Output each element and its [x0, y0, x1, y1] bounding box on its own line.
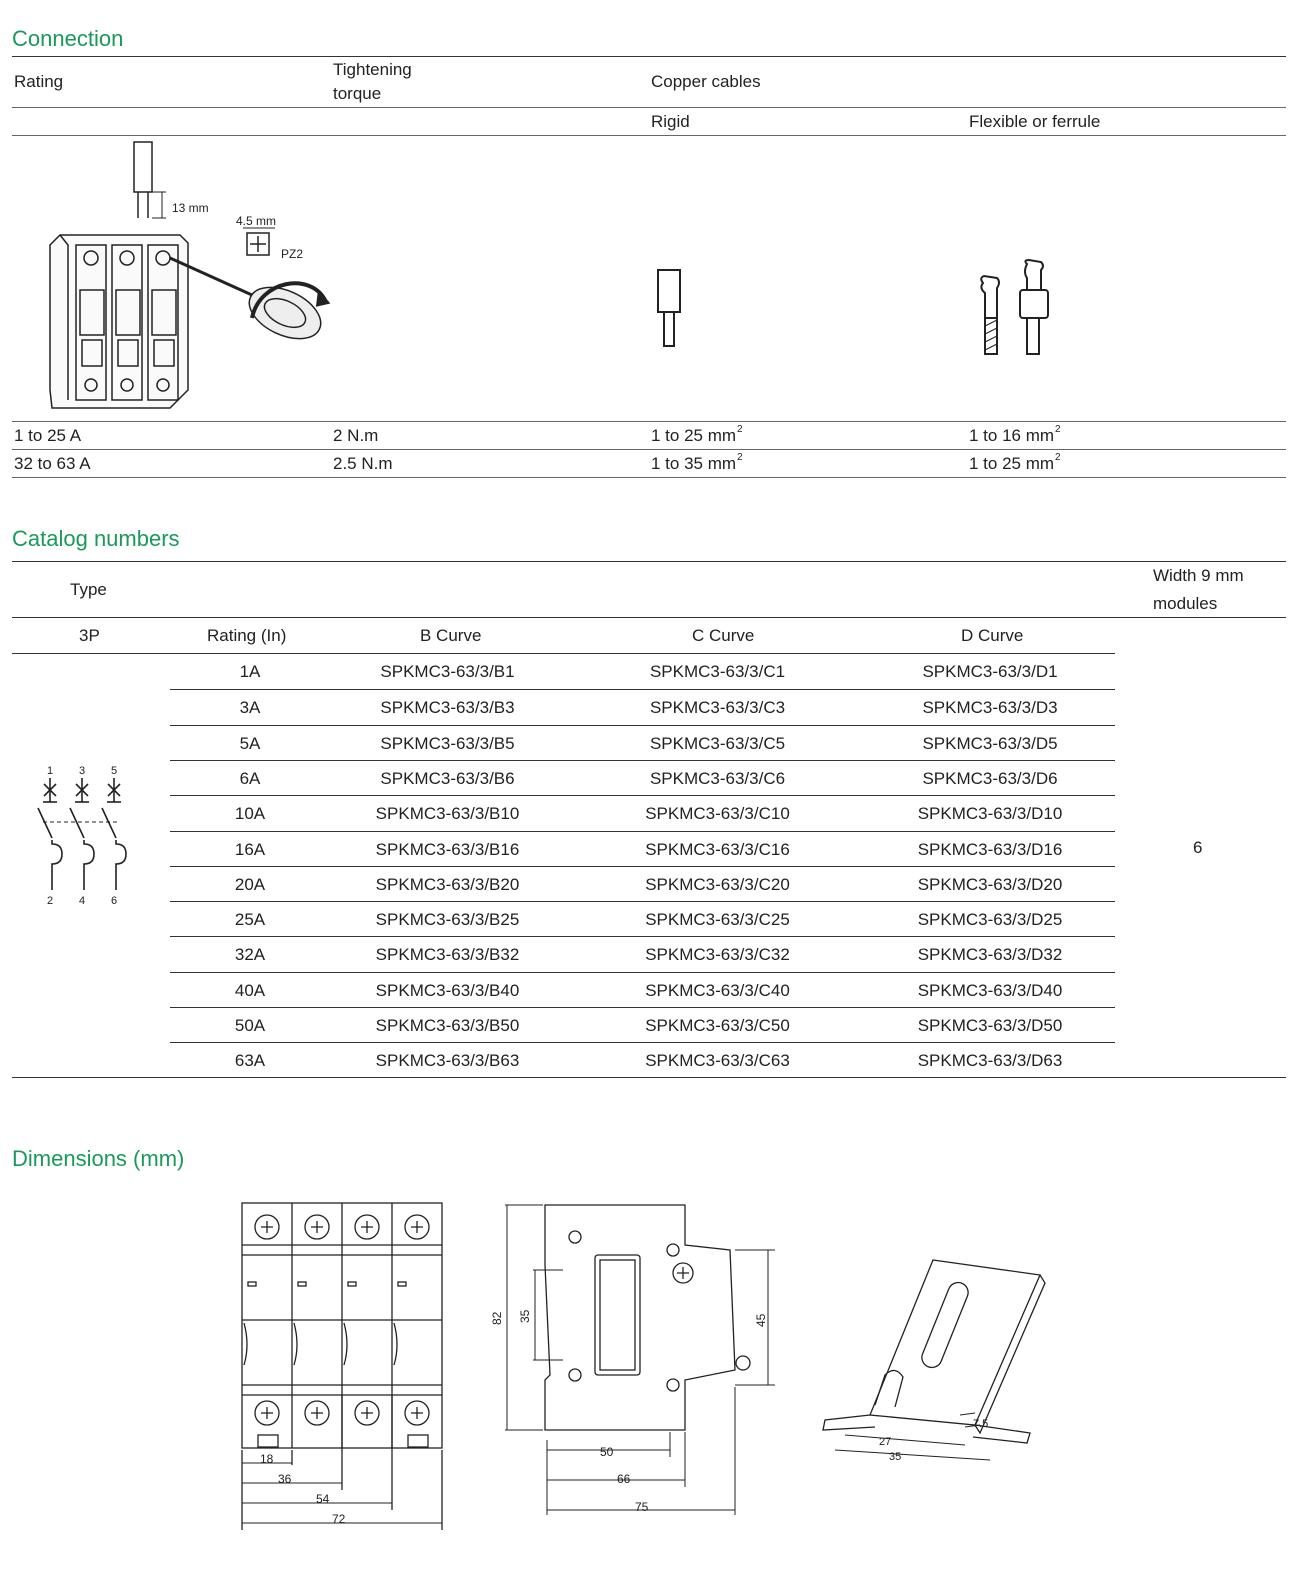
- catalog-b-curve-cell: SPKMC3-63/3/B32: [375, 945, 520, 965]
- svg-text:54: 54: [316, 1492, 330, 1506]
- svg-text:5: 5: [111, 765, 118, 777]
- header-rigid: Rigid: [651, 112, 690, 131]
- catalog-row: [170, 1007, 1115, 1043]
- catalog-rating-cell: 50A: [234, 1016, 266, 1035]
- catalog-b-curve-cell: SPKMC3-63/3/B20: [375, 874, 520, 894]
- side-view-drawing: [485, 1195, 785, 1555]
- row2-torque: 2.5 N.m: [333, 454, 393, 473]
- connection-top-rule: [12, 56, 1286, 57]
- data-bottom-rule: [12, 477, 1286, 478]
- svg-text:75: 75: [635, 1500, 649, 1514]
- catalog-width-value: 6: [1193, 838, 1203, 857]
- header-flexible: Flexible or ferrule: [969, 112, 1101, 131]
- svg-text:7.5: 7.5: [973, 1418, 989, 1430]
- svg-text:6: 6: [111, 895, 118, 907]
- catalog-rating-cell: 63A: [234, 1051, 266, 1071]
- catalog-header-type: Type: [70, 580, 107, 599]
- flexible-ferrule-icon: [975, 258, 1060, 358]
- catalog-row: [170, 725, 1115, 761]
- svg-text:2: 2: [47, 895, 54, 907]
- catalog-c-curve-cell: SPKMC3-63/3/C50: [645, 1016, 790, 1035]
- catalog-rating-cell: 25A: [234, 910, 266, 930]
- svg-text:35: 35: [518, 1309, 532, 1323]
- svg-text:1: 1: [47, 765, 54, 777]
- catalog-d-curve-cell: SPKMC3-63/3/D25: [917, 910, 1063, 930]
- catalog-header-width-line2: modules: [1153, 594, 1218, 613]
- svg-text:3: 3: [79, 765, 86, 777]
- catalog-b-curve-cell: SPKMC3-63/3/B1: [380, 662, 515, 681]
- header-torque-line1: Tightening: [333, 60, 412, 79]
- row2-rating: 32 to 63 A: [14, 454, 91, 473]
- catalog-d-curve-cell: SPKMC3-63/3/D20: [917, 874, 1063, 894]
- header-mid-rule: [12, 107, 1286, 108]
- three-pole-breaker-symbol: [25, 760, 140, 910]
- svg-text:45: 45: [754, 1313, 768, 1327]
- catalog-c-curve-cell: SPKMC3-63/3/C6: [649, 768, 786, 788]
- header-copper-cables: Copper cables: [651, 72, 761, 91]
- catalog-d-curve-cell: SPKMC3-63/3/D50: [917, 1016, 1063, 1035]
- catalog-row: [170, 689, 1115, 725]
- catalog-row: [170, 936, 1115, 972]
- catalog-c-curve-cell: SPKMC3-63/3/C20: [645, 874, 790, 894]
- catalog-header-rule: [12, 617, 1286, 618]
- catalog-c-curve-cell: SPKMC3-63/3/C1: [649, 662, 786, 681]
- catalog-rating-cell: 10A: [234, 804, 266, 824]
- header-rating: Rating: [14, 72, 64, 91]
- catalog-c-curve-cell: SPKMC3-63/3/C5: [649, 733, 786, 753]
- catalog-c-curve-cell: SPKMC3-63/3/C10: [645, 804, 790, 824]
- svg-text:18: 18: [260, 1452, 274, 1466]
- breaker-screwdriver-illustration: [40, 140, 340, 415]
- catalog-row: [170, 901, 1115, 937]
- catalog-rating-cell: 32A: [234, 945, 266, 965]
- catalog-row: [170, 654, 1115, 689]
- catalog-d-curve-cell: SPKMC3-63/3/D16: [917, 839, 1063, 859]
- catalog-rating-cell: 3A: [239, 698, 261, 718]
- catalog-d-curve-cell: SPKMC3-63/3/D1: [922, 662, 1058, 681]
- svg-text:82: 82: [490, 1311, 504, 1325]
- header-torque-line2: torque: [333, 84, 382, 103]
- catalog-rating-cell: 40A: [234, 980, 266, 1000]
- catalog-rating-cell: 6A: [239, 768, 261, 788]
- catalog-b-curve-cell: SPKMC3-63/3/B6: [380, 768, 515, 788]
- row1-torque: 2 N.m: [333, 426, 379, 445]
- strip-length-label: 13 mm: [172, 201, 209, 215]
- catalog-header-width-line1: Width 9 mm: [1153, 566, 1244, 585]
- catalog-b-curve-cell: SPKMC3-63/3/B63: [375, 1051, 520, 1071]
- catalog-d-curve-cell: SPKMC3-63/3/D32: [917, 945, 1063, 965]
- svg-text:36: 36: [278, 1472, 292, 1486]
- catalog-rating-cell: 16A: [234, 839, 266, 859]
- catalog-top-rule: [12, 561, 1286, 562]
- svg-text:35: 35: [889, 1451, 902, 1463]
- catalog-b-curve-cell: SPKMC3-63/3/B25: [375, 910, 520, 930]
- catalog-header-rating: Rating (In): [207, 626, 287, 645]
- catalog-b-curve-cell: SPKMC3-63/3/B50: [375, 1016, 520, 1035]
- catalog-rating-cell: 20A: [234, 874, 266, 894]
- catalog-row: [170, 831, 1115, 867]
- svg-text:27: 27: [879, 1436, 892, 1448]
- catalog-header-b-curve: B Curve: [420, 626, 482, 645]
- catalog-c-curve-cell: SPKMC3-63/3/C25: [645, 910, 790, 930]
- row1-rating: 1 to 25 A: [14, 426, 82, 445]
- catalog-row: [170, 972, 1115, 1008]
- catalog-d-curve-cell: SPKMC3-63/3/D6: [922, 768, 1058, 788]
- svg-text:4: 4: [79, 895, 86, 907]
- catalog-row: [170, 795, 1115, 831]
- dimensions-title: Dimensions (mm): [12, 1146, 185, 1171]
- catalog-header-poles: 3P: [79, 626, 100, 645]
- svg-text:50: 50: [600, 1445, 614, 1459]
- pz2-label: PZ2: [281, 247, 304, 261]
- catalog-header-d-curve: D Curve: [961, 626, 1024, 645]
- catalog-b-curve-cell: SPKMC3-63/3/B16: [375, 839, 520, 859]
- row2-flexible: 1 to 25 $mm^2$: [969, 452, 1061, 473]
- svg-text:72: 72: [332, 1512, 346, 1526]
- catalog-d-curve-cell: SPKMC3-63/3/D10: [917, 804, 1063, 824]
- catalog-c-curve-cell: SPKMC3-63/3/C32: [645, 945, 790, 965]
- data-top-rule: [12, 421, 1286, 422]
- tip-width-label: 4.5 mm: [236, 214, 277, 228]
- catalog-c-curve-cell: SPKMC3-63/3/C63: [645, 1051, 790, 1071]
- catalog-row: [170, 866, 1115, 902]
- catalog-header-c-curve: C Curve: [692, 626, 755, 645]
- catalog-c-curve-cell: SPKMC3-63/3/C40: [645, 980, 790, 1000]
- row2-rigid: 1 to 35 $mm^2$: [651, 452, 743, 473]
- front-view-drawing: [230, 1195, 460, 1565]
- catalog-row: [170, 1042, 1115, 1078]
- row1-rigid: 1 to 25 $mm^2$: [651, 424, 743, 445]
- catalog-b-curve-cell: SPKMC3-63/3/B40: [375, 980, 520, 1000]
- catalog-c-curve-cell: SPKMC3-63/3/C16: [645, 839, 790, 859]
- catalog-rating-cell: 5A: [239, 733, 261, 753]
- catalog-d-curve-cell: SPKMC3-63/3/D5: [922, 733, 1058, 753]
- row1-flexible: 1 to 16 $mm^2$: [969, 424, 1061, 445]
- catalog-d-curve-cell: SPKMC3-63/3/D3: [922, 698, 1058, 718]
- din-rail-drawing: [815, 1255, 1055, 1470]
- svg-text:66: 66: [617, 1472, 631, 1486]
- data-mid-rule: [12, 449, 1286, 450]
- catalog-b-curve-cell: SPKMC3-63/3/B10: [375, 804, 520, 824]
- catalog-b-curve-cell: SPKMC3-63/3/B3: [380, 698, 515, 718]
- rigid-cable-icon: [655, 268, 685, 350]
- catalog-d-curve-cell: SPKMC3-63/3/D40: [917, 980, 1063, 1000]
- catalog-bottom-rule: [12, 1077, 1286, 1078]
- header-bottom-rule: [12, 135, 1286, 136]
- catalog-title: Catalog numbers: [12, 526, 180, 551]
- catalog-d-curve-cell: SPKMC3-63/3/D63: [917, 1051, 1063, 1071]
- catalog-row: [170, 760, 1115, 796]
- catalog-rating-cell: 1A: [239, 662, 261, 681]
- catalog-c-curve-cell: SPKMC3-63/3/C3: [649, 698, 786, 718]
- catalog-b-curve-cell: SPKMC3-63/3/B5: [380, 733, 515, 753]
- connection-title: Connection: [12, 26, 124, 51]
